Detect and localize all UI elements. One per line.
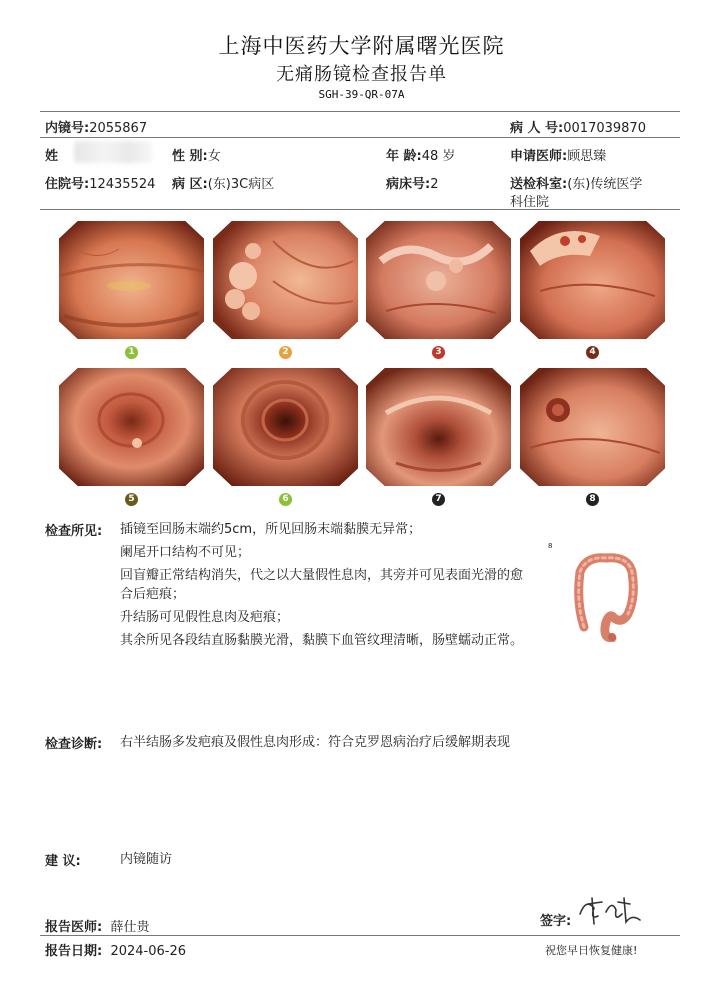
hospital-name: 上海中医药大学附属曙光医院 [218,34,505,58]
divider-footer [40,935,680,936]
ward-field: 病 区:(东)3C病区 [172,177,275,192]
diagnosis-text: 右半结肠多发疤痕及假性息肉形成：符合克罗恩病治疗后缓解期表现 [120,735,511,750]
findings-line-5: 其余所见各段结直肠黏膜光滑，黏膜下血管纹理清晰，肠壁蠕动正常。 [120,633,524,648]
name-redaction [74,141,152,163]
endoscopy-image-6 [213,368,358,486]
image-number-5: 5 [125,493,138,506]
divider-images [40,209,680,210]
patient-no-field: 病 人 号:0017039870 [510,121,646,136]
endoscopy-image-5 [59,368,204,486]
form-code: SGH-39-QR-07A [318,88,405,101]
endoscopy-image-8 [520,368,665,486]
report-date-field: 报告日期: 2024-06-26 [45,944,187,959]
image-number-4: 4 [586,346,599,359]
colon-diagram-icon [566,542,646,646]
image-number-8: 8 [586,493,599,506]
image-number-1: 1 [125,346,138,359]
endoscopy-image-3 [366,221,511,339]
image-number-6: 6 [279,493,292,506]
findings-label: 检查所见: [45,524,103,539]
dept-field-line2: 科住院 [510,195,550,210]
wish-text: 祝您早日恢复健康! [545,944,638,957]
sex-field: 性 别:女 [172,149,221,164]
handwritten-signature [576,894,646,932]
report-title: 无痛肠镜检查报告单 [276,64,447,85]
signature-label: 签字: [540,914,572,929]
findings-line-2: 阑尾开口结构不可见； [120,545,251,560]
endoscope-no-field: 内镜号:2055867 [45,121,148,136]
image-number-2: 2 [279,346,292,359]
image-number-3: 3 [432,346,445,359]
image-number-7: 7 [432,493,445,506]
bed-no-field: 病床号:2 [386,177,439,192]
divider-patient [40,137,680,138]
advice-label: 建 议: [45,854,81,869]
dept-field: 送检科室:(东)传统医学 [510,177,643,192]
findings-line-4: 升结肠可见假性息肉及疤痕； [120,610,290,625]
diagnosis-label: 检查诊断: [45,737,103,752]
findings-line-1: 插镜至回肠末端约5cm，所见回肠末端黏膜无异常； [120,522,422,537]
endoscopy-image-7 [366,368,511,486]
name-field: 姓 [45,149,59,164]
diagram-marker: 8 [548,542,553,550]
endoscopy-image-2 [213,221,358,339]
endoscopy-image-1 [59,221,204,339]
divider-top [40,111,680,112]
endoscopy-image-4 [520,221,665,339]
report-doctor-field: 报告医师: 薛仕贵 [45,920,150,935]
findings-line-3: 回盲瓣正常结构消失，代之以大量假性息肉，其旁并可见表面光滑的愈合后疤痕； [120,568,524,602]
age-field: 年 龄:48 岁 [386,149,456,164]
advice-text: 内镜随访 [120,852,173,867]
admission-no-field: 住院号:12435524 [45,177,156,192]
requesting-doctor-field: 申请医师:顾思臻 [510,149,607,164]
